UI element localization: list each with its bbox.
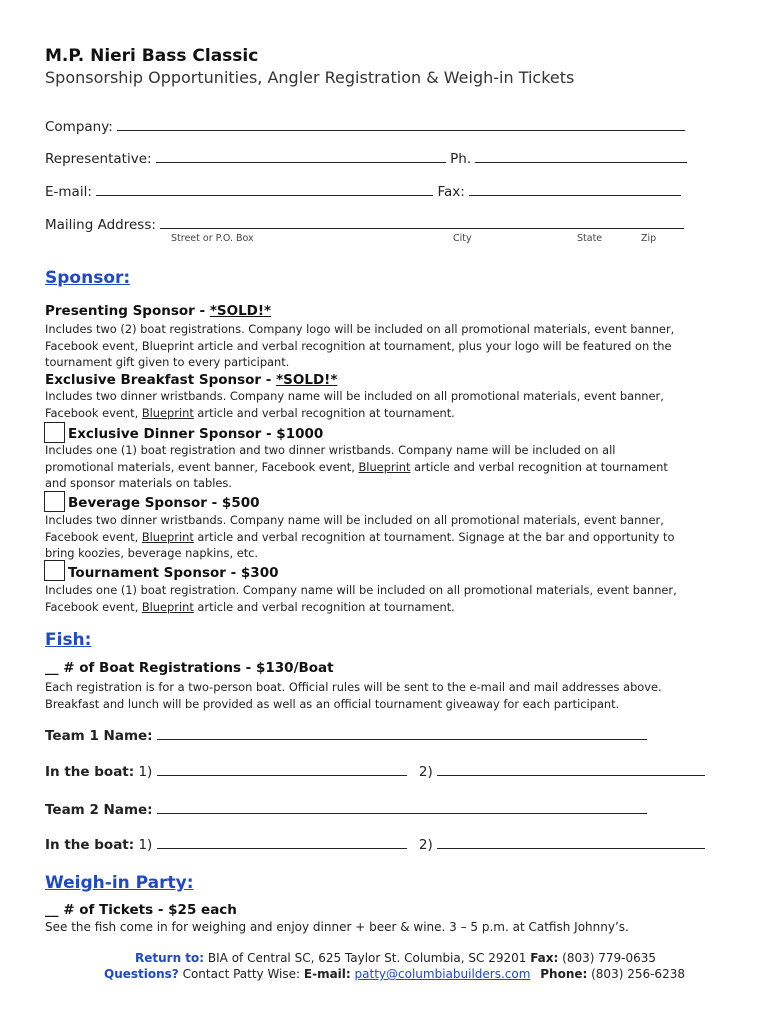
description-line: Includes one (1) boat registration. Company name will be included on all promotional materials, event banner, xyxy=(45,583,677,597)
company-field[interactable] xyxy=(117,118,685,131)
phone-field[interactable] xyxy=(475,150,687,163)
sold-badge: *SOLD!* xyxy=(209,303,272,319)
city-hint: City xyxy=(453,233,472,244)
email-row xyxy=(45,183,681,200)
representative-row xyxy=(45,150,687,167)
slot1-label: 1) xyxy=(138,837,153,853)
fax-field[interactable] xyxy=(469,183,681,196)
slot2-label: 2) xyxy=(418,837,433,853)
slot1-label: 1) xyxy=(138,764,153,780)
representative-label: Representative: xyxy=(45,151,152,167)
phone-footer-value: (803) 256-6238 xyxy=(587,967,685,981)
in-boat-label: In the boat: xyxy=(45,764,135,780)
fax-label: Fax: xyxy=(437,184,465,200)
questions-label: Questions? xyxy=(104,967,179,981)
email-footer-label: E-mail: xyxy=(303,967,351,981)
team2-member1-field[interactable] xyxy=(157,836,407,849)
beverage-sponsor-title: Beverage Sponsor - $500 xyxy=(68,495,260,511)
company-label: Company: xyxy=(45,119,113,135)
team2-boat-row xyxy=(45,836,705,853)
team2-member2-field[interactable] xyxy=(437,836,705,849)
sponsor-heading: Sponsor: xyxy=(45,268,131,288)
slot2-label: 2) xyxy=(418,764,433,780)
description-line: Includes two dinner wristbands. Company name will be included on all promotional materials, event banner, xyxy=(45,513,664,527)
tournament-sponsor-description xyxy=(45,582,735,615)
company-row xyxy=(45,118,685,135)
team2-row xyxy=(45,801,647,818)
description-line: promotional materials, event banner, Facebook event, Blueprint article and verbal recognition at tournament xyxy=(45,459,668,474)
team1-label: Team 1 Name: xyxy=(45,728,153,744)
address-row xyxy=(45,216,684,233)
questions-line xyxy=(104,967,685,981)
return-label: Return to: xyxy=(135,951,205,965)
fax-footer-value: (803) 779-0635 xyxy=(558,951,656,965)
description-line: Facebook event, Blueprint article and verbal recognition at tournament, plus your logo will be featured on the xyxy=(45,338,672,353)
return-address: BIA of Central SC, 625 Taylor St. Columbia, SC 29201 xyxy=(204,951,531,965)
in-boat-label: In the boat: xyxy=(45,837,135,853)
weighin-heading: Weigh-in Party: xyxy=(45,873,194,893)
presenting-sponsor-description xyxy=(45,321,735,371)
sold-badge: *SOLD!* xyxy=(276,372,338,388)
address-label: Mailing Address: xyxy=(45,217,156,233)
team1-name-field[interactable] xyxy=(157,727,647,740)
street-hint: Street or P.O. Box xyxy=(171,233,254,244)
return-line xyxy=(135,951,656,965)
fish-heading: Fish: xyxy=(45,630,92,650)
breakfast-sponsor-title xyxy=(45,372,337,388)
description-line: Breakfast and lunch will be provided as well as an official tournament giveaway for each participant. xyxy=(45,696,620,711)
state-hint: State xyxy=(577,233,603,244)
team1-member1-field[interactable] xyxy=(157,763,407,776)
email-field[interactable] xyxy=(96,183,433,196)
email-label: E-mail: xyxy=(45,184,92,200)
team2-name-field[interactable] xyxy=(157,801,647,814)
description-line: Includes two dinner wristbands. Company name will be included on all promotional materials, event banner, xyxy=(45,389,664,403)
description-line: tournament gift given to every participant. xyxy=(45,355,290,370)
team1-row xyxy=(45,727,647,744)
email-link[interactable]: patty@columbiabuilders.com xyxy=(354,967,531,981)
questions-contact: Contact Patty Wise: xyxy=(178,967,304,981)
tournament-sponsor-title: Tournament Sponsor - $300 xyxy=(68,565,279,581)
description-line: Each registration is for a two-person boat. Official rules will be sent to the e-mail and mail addresses above. xyxy=(45,680,662,694)
team1-member2-field[interactable] xyxy=(437,763,705,776)
representative-field[interactable] xyxy=(156,150,446,163)
beverage-sponsor-checkbox[interactable] xyxy=(44,491,65,512)
presenting-sponsor-title xyxy=(45,303,271,319)
description-line: Includes one (1) boat registration and two dinner wristbands. Company name will be included on all xyxy=(45,443,616,457)
description-line: Facebook event, Blueprint article and verbal recognition at tournament. xyxy=(45,599,455,614)
dinner-sponsor-description xyxy=(45,442,735,492)
phone-label: Ph. xyxy=(450,151,472,167)
phone-footer-label: Phone: xyxy=(540,967,588,981)
document-subtitle: Sponsorship Opportunities, Angler Registration & Weigh-in Tickets xyxy=(45,68,575,87)
team1-boat-row xyxy=(45,763,705,780)
tournament-sponsor-checkbox[interactable] xyxy=(44,560,65,581)
breakfast-sponsor-name: Exclusive Breakfast Sponsor - xyxy=(45,372,277,388)
description-line: Facebook event, Blueprint article and verbal recognition at tournament. xyxy=(45,405,455,420)
boat-registrations-description xyxy=(45,679,735,712)
fax-footer-label: Fax: xyxy=(530,951,559,965)
zip-hint: Zip xyxy=(641,233,657,244)
description-line: and sponsor materials on tables. xyxy=(45,476,232,491)
breakfast-sponsor-description xyxy=(45,388,735,421)
beverage-sponsor-description xyxy=(45,512,735,562)
document-title: M.P. Nieri Bass Classic xyxy=(45,46,259,66)
dinner-sponsor-title: Exclusive Dinner Sponsor - $1000 xyxy=(68,426,324,442)
presenting-sponsor-name: Presenting Sponsor - xyxy=(45,303,210,319)
tickets-title: __ # of Tickets - $25 each xyxy=(45,902,237,918)
team2-label: Team 2 Name: xyxy=(45,802,153,818)
description-line: Facebook event, Blueprint article and verbal recognition at tournament. Signage at the bar and opportunity to xyxy=(45,529,675,544)
weighin-description: See the fish come in for weighing and enjoy dinner + beer & wine. 3 – 5 p.m. at Catfish Johnny’s. xyxy=(45,920,629,934)
description-line: Includes two (2) boat registrations. Company logo will be included on all promotional materials, event banner, xyxy=(45,322,675,336)
boat-registrations-title: __ # of Boat Registrations - $130/Boat xyxy=(45,660,334,676)
description-line: bring koozies, beverage napkins, etc. xyxy=(45,546,259,561)
address-field[interactable] xyxy=(160,216,684,229)
dinner-sponsor-checkbox[interactable] xyxy=(44,422,65,443)
